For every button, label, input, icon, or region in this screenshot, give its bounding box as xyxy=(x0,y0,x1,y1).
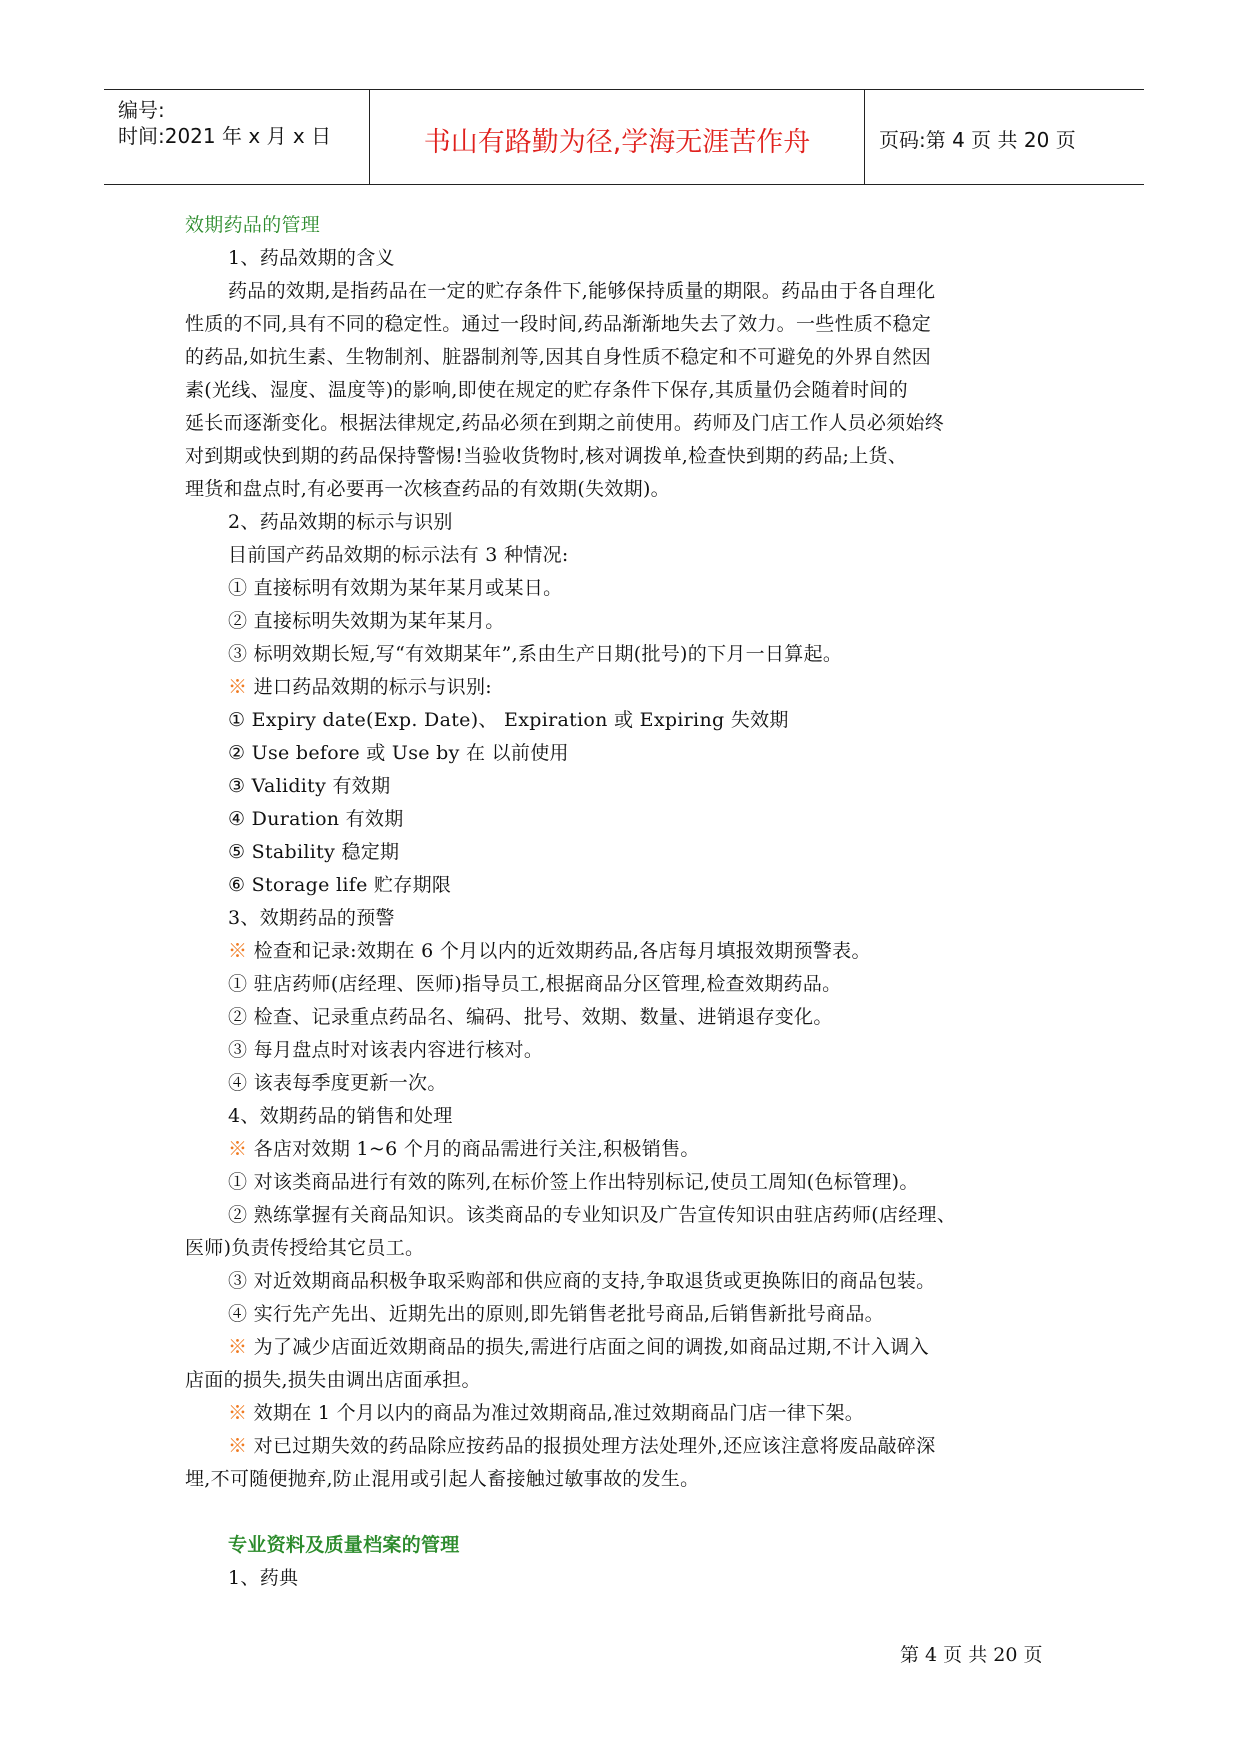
page-footer: 第 4 页 共 20 页 xyxy=(900,1644,1043,1666)
list-item-marked xyxy=(228,938,871,964)
list-item-text: 为了减少店面近效期商品的损失,需进行店面之间的调拨,如商品过期,不计入调入 xyxy=(253,1336,929,1358)
page-header xyxy=(104,89,1144,185)
subsection-heading: 3、效期药品的预警 xyxy=(228,907,395,929)
list-item: ④ Duration 有效期 xyxy=(228,808,404,830)
list-item: ③ 标明效期长短,写“有效期某年”,系由生产日期(批号)的下月一日算起。 xyxy=(228,643,843,665)
section-title-expiry: 效期药品的管理 xyxy=(185,214,321,236)
paragraph-line: 对到期或快到期的药品保持警惕!当验收货物时,核对调拨单,检查快到期的药品;上货、 xyxy=(185,445,908,467)
list-item: ① 对该类商品进行有效的陈列,在标价签上作出特别标记,使员工周知(色标管理)。 xyxy=(228,1171,919,1193)
list-item-text: 对已过期失效的药品除应按药品的报损处理方法处理外,还应该注意将废品敲碎深 xyxy=(253,1435,936,1457)
reference-mark-icon: ※ xyxy=(228,676,248,698)
list-item: ② Use before 或 Use by 在 以前使用 xyxy=(228,742,569,764)
header-motto: 书山有路勤为径,学海无涯苦作舟 xyxy=(423,127,811,158)
list-item: ⑥ Storage life 贮存期限 xyxy=(228,874,452,896)
paragraph-line: 理货和盘点时,有必要再一次核查药品的有效期(失效期)。 xyxy=(185,478,670,500)
header-middle-cell xyxy=(370,90,865,184)
paragraph-line: 店面的损失,损失由调出店面承担。 xyxy=(185,1369,481,1391)
list-item: ② 检查、记录重点药品名、编码、批号、效期、数量、进销退存变化。 xyxy=(228,1006,833,1028)
paragraph-line: 的药品,如抗生素、生物制剂、脏器制剂等,因其自身性质不稳定和不可避免的外界自然因 xyxy=(185,346,932,368)
list-item: ③ 每月盘点时对该表内容进行核对。 xyxy=(228,1039,544,1061)
paragraph-line: 素(光线、湿度、温度等)的影响,即使在规定的贮存条件下保存,其质量仍会随着时间的 xyxy=(185,379,908,401)
subsection-heading: 1、药品效期的含义 xyxy=(228,247,395,269)
list-item: ① 驻店药师(店经理、医师)指导员工,根据商品分区管理,检查效期药品。 xyxy=(228,973,842,995)
subsection-heading: 2、药品效期的标示与识别 xyxy=(228,511,453,533)
list-item-text: 进口药品效期的标示与识别: xyxy=(253,676,492,698)
list-item-text: 各店对效期 1~6 个月的商品需进行关注,积极销售。 xyxy=(253,1138,700,1160)
paragraph-line: 埋,不可随便抛弃,防止混用或引起人畜接触过敏事故的发生。 xyxy=(185,1468,700,1490)
subsection-heading: 4、效期药品的销售和处理 xyxy=(228,1105,453,1127)
reference-mark-icon: ※ xyxy=(228,1138,248,1160)
list-item: ③ 对近效期商品积极争取采购部和供应商的支持,争取退货或更换陈旧的商品包装。 xyxy=(228,1270,936,1292)
list-item-text: 检查和记录:效期在 6 个月以内的近效期药品,各店每月填报效期预警表。 xyxy=(253,940,871,962)
reference-mark-icon: ※ xyxy=(228,1435,248,1457)
list-item: ④ 该表每季度更新一次。 xyxy=(228,1072,447,1094)
paragraph-line: 延长而逐渐变化。根据法律规定,药品必须在到期之前使用。药师及门店工作人员必须始终 xyxy=(185,412,945,434)
header-right-cell xyxy=(865,90,1144,184)
paragraph-line: 医师)负责传授给其它员工。 xyxy=(185,1237,425,1259)
reference-mark-icon: ※ xyxy=(228,1402,248,1424)
list-item-marked xyxy=(228,1334,929,1360)
list-item-marked xyxy=(228,1136,700,1162)
list-item: ④ 实行先产先出、近期先出的原则,即先销售老批号商品,后销售新批号商品。 xyxy=(228,1303,884,1325)
list-item: ① Expiry date(Exp. Date)、 Expiration 或 Expiring 失效期 xyxy=(228,709,789,731)
list-item: ③ Validity 有效期 xyxy=(228,775,391,797)
header-left-cell xyxy=(104,90,370,184)
list-item: ① 直接标明有效期为某年某月或某日。 xyxy=(228,577,563,599)
reference-mark-icon: ※ xyxy=(228,1336,248,1358)
paragraph-line: 目前国产药品效期的标示法有 3 种情况: xyxy=(228,544,569,566)
list-item: ⑤ Stability 稳定期 xyxy=(228,841,400,863)
reference-mark-icon: ※ xyxy=(228,940,248,962)
subsection-heading: 1、药典 xyxy=(228,1567,299,1589)
header-page-code: 页码:第 4 页 共 20 页 xyxy=(879,128,1076,152)
list-item-marked xyxy=(228,674,492,700)
paragraph-line: 药品的效期,是指药品在一定的贮存条件下,能够保持质量的期限。药品由于各自理化 xyxy=(228,280,936,302)
list-item: ② 熟练掌握有关商品知识。该类商品的专业知识及广告宣传知识由驻店药师(店经理、 xyxy=(228,1204,957,1226)
list-item-marked xyxy=(228,1433,936,1459)
list-item-marked xyxy=(228,1400,864,1426)
document-number-label: 编号: xyxy=(118,98,165,122)
document-time-label: 时间:2021 年 x 月 x 日 xyxy=(118,124,332,148)
section-title-records: 专业资料及质量档案的管理 xyxy=(228,1534,460,1556)
list-item-text: 效期在 1 个月以内的商品为准过效期商品,准过效期商品门店一律下架。 xyxy=(253,1402,865,1424)
paragraph-line: 性质的不同,具有不同的稳定性。通过一段时间,药品渐渐地失去了效力。一些性质不稳定 xyxy=(185,313,932,335)
list-item: ② 直接标明失效期为某年某月。 xyxy=(228,610,505,632)
